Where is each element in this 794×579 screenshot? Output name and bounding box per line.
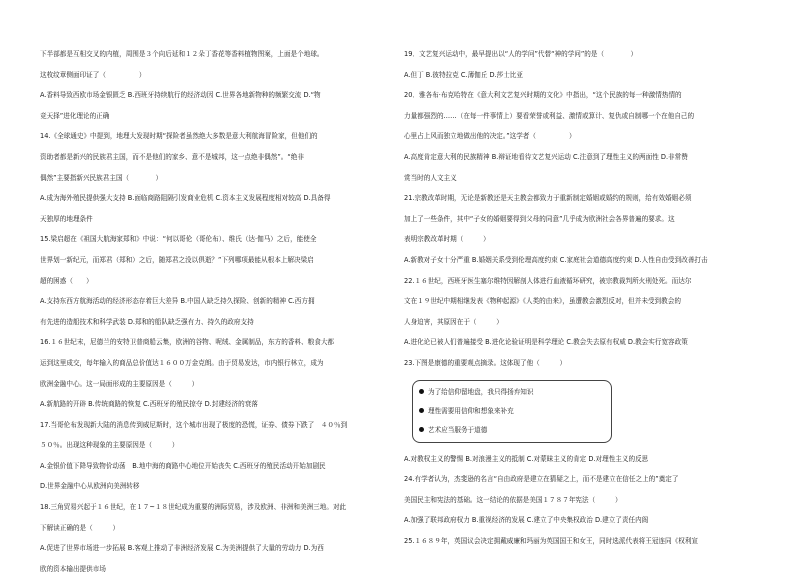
left-column [40,44,386,579]
quote-item [419,421,605,440]
text-line: 15.梁启超在《祖国大航海家郑和》中说：“何以哥伦（哥伦布）、维氏（达·伽马）之后，能使全 [40,235,317,244]
text-line: A.新航路的开辟 B.传统商路的恢复 C.西班牙的殖民掠夺 D.封建经济的衰落 [40,400,258,409]
text-line: D.世界金融中心从欧洲向美洲转移 [40,482,140,491]
text-line: 心里占上风而独立地做出他的决定。”这学者（ ） [404,132,576,141]
text-line: 19．文艺复兴运动中，最早提出以“人的学问”代替“神的学问”的是（ ） [404,50,638,58]
quote-text: 艺术应当服务于道德 [428,425,488,434]
text-line: 20．雅各布·布克哈特在《意大利文艺复兴时期的文化》中指出，“这个民族的每一种激情热情的 [404,91,682,100]
text-line: 表明宗教改革时期（ ） [404,235,490,244]
text-line: ５０％。出现这种现象的主要原因是（ ） [40,441,179,450]
text-line: 欧洲金融中心。这一局面形成的主要原因是（ ） [40,379,199,388]
text-line: A.高度肯定意大利的民族精神 B.辩证地看待文艺复兴运动 C.注意到了理性主义的两面性 D.非常赞 [404,152,688,161]
text-line: 18.三角贸易兴起于１６世纪，在１７~１８世纪成为重要的洲际贸易，涉及欧洲、非洲和美洲三地。对此 [40,503,347,512]
right-column [404,44,755,551]
text-line: 下半部都是互相交叉的内植，周围是３个向后延和１２朵丁香花等香料植物图案，上面是个地球。 [40,50,324,58]
text-line: 23.下图是康德的重要观点摘录。这体现了他（ ） [404,358,567,367]
quote-text: 理性需要用信仰和想象来补充 [428,406,514,415]
text-line: 16.１６世纪末，尼德兰的安特卫普商船云集，欧洲的谷物、呢绒、金属制品，东方的香料、粮食大都 [40,338,335,347]
quote-item [419,402,605,421]
text-line: 资助者都是新兴的民族君主国，而不是他们的家乡、意不是城邦，这一点绝非偶然”。“绝非 [40,152,304,161]
bullet-icon [419,408,424,413]
text-line: 14.《全球通史》中提到，地理大发现时期“探险者虽然绝大多数是意大利航海冒险家，但他们的 [40,132,318,141]
text-line: 文在１９世纪中期相继发表《物种起源》《人类的由来》，虽遭教会激烈反对，但并未受到教会的 [404,297,681,306]
text-line: 竞天择”进化理论的正确 [40,111,110,120]
text-line: 加上了一些条件，其中“子女的婚姻要得到父母的同意”几乎成为欧洲社会各界普遍的要求。这 [404,214,675,223]
text-line: A.进化论已被人们普遍接受 B.进化论验证明是科学理论 C.教会失去原有权威 D.教会实行宽容政策 [404,338,688,347]
text-line: A.但丁 B.彼特拉克 C.薄伽丘 D.莎士比亚 [404,70,523,79]
text-line: 力量都强烈的……（在每一件事情上）要看荣誉或利益、激情或算计、复仇或自制哪一个在他自己的 [404,111,695,120]
bullet-icon [419,389,424,394]
text-line: 24.有学者认为，杰斐逊的名言“自由政府是建立在猜疑之上，而不是建立在信任之上的”奠定了 [404,475,679,484]
text-line: 22.１６世纪，西班牙医生塞尔维特因解剖人体进行血液循环研究，被宗教裁判所火刑处死。而达尔 [404,276,692,285]
quote-box [412,380,612,443]
text-line: 这枚纹章侧面印证了（ ） [40,70,146,79]
text-line: A.支持东西方航海活动的经济形态存着巨大差异 B.中国人缺乏持久探险、创新的精神 C.西方拥 [40,297,315,306]
text-line: 17.当哥伦布发现新大陆的消息传到威尼斯时，这个城市出现了极度的恐慌，证券、债券下跌了 ４０％到 [40,420,348,429]
quote-item [419,383,605,402]
text-line: 美国民主和宪法的基础。这一结论的依据是美国１７８７年宪法（ ） [404,495,622,504]
text-line: 世界划一新纪元，而郑君（郑和）之后，随郑君之没以俱逝？”下列哪项最能从根本上解决梁启 [40,255,314,264]
text-line: 赏当时的人文主义 [404,173,457,182]
text-line: 欧的资本输出提供市场 [40,564,106,573]
text-line: A.对教权主义的警惕 B.对浪漫主义的抵制 C.对蒙昧主义的肯定 D.对理性主义的反思 [404,454,649,463]
text-line: 25.１６８９年，英国议会决定拥戴威廉和玛丽为英国国王和女王，同时选派代表将王冠连同《权利宣 [404,536,699,545]
text-line: 有先进的造船技术和科学武装 D.郑和的船队缺乏强有力、持久的政府支持 [40,317,254,326]
bullet-icon [419,427,424,432]
text-line: 下解读正确的是（ ） [40,523,120,532]
text-line: A.新教对子女十分严重 B.婚姻关系受到伦理高度约束 C.家庭社会道德高度约束 D.人性自由受到改善打击 [404,255,708,264]
text-line: 人身迫害，其原因在于（ ） [404,317,503,326]
text-line: 运到这里成交，每年输入的商品总价值达１６００万金克朗。由于贸易发达，市内银行林立，成为 [40,358,324,367]
text-line: 天独厚的地理条件 [40,214,93,223]
text-line: 超的困惑（ ） [40,276,93,285]
text-line: A.金银价值下降导致物价动荡 B.地中海的商路中心地位开始丧失 C.西班牙的殖民活动开始加剧民 [40,461,326,470]
text-line: A.促进了世界市场进一步拓展 B.客观上推动了非洲经济发展 C.为美洲提供了大量的劳动力 D.为西 [40,544,324,553]
text-line: A.加强了联邦政府权力 B.重视经济的发展 C.建立了中央集权政治 D.建立了责任内阁 [404,516,649,525]
quote-text: 为了给信仰留地盘，我只得扬弃知识 [428,387,534,396]
text-line: 偶然”主要指新兴民族君主国（ ） [40,173,163,182]
text-line: A.成为海外殖民提供强大支持 B.面临商路阻隔引发商业危机 C.资本主义发展程度相对较高 D.具备得 [40,194,331,203]
text-line: A.香料导致西欧市场金银匮乏 B.西班牙持续航行的经济动因 C.世界各地新物种的频繁交流 D.“物 [40,91,321,100]
text-line: 21.宗教改革时期，无论是新教还是天主教会都致力于重新制定婚姻或婚约的规则，给有效婚姻必须 [404,194,692,203]
